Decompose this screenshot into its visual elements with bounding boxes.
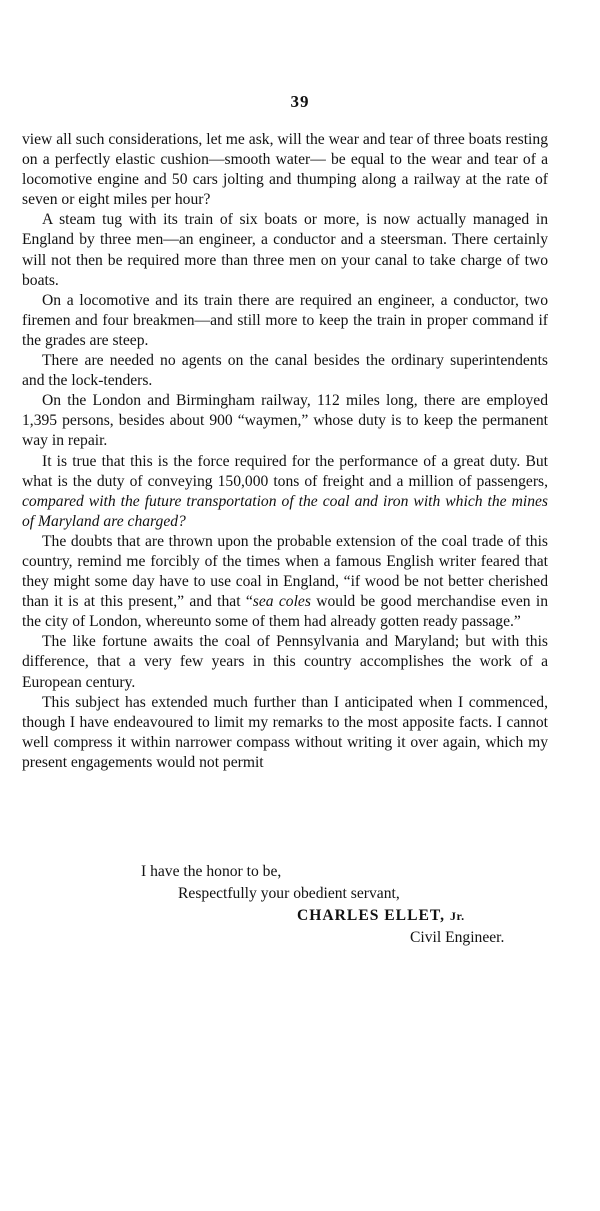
paragraph (22, 130, 548, 210)
italic-text: compared with the future transportation of the coal and iron with which the mines of Maryland are charged? (22, 492, 548, 530)
paragraph-text: A steam tug with its train of six boats or more, is now actually managed in England by three men—an engineer, a conductor and a steersman. There certainly will not then be required more than three men on your canal to take charge of two boats. (22, 211, 548, 289)
signatory-title: Civil Engineer. (410, 929, 505, 946)
paragraph-text: It is true that this is the force required for the performance of a great duty. But what is the duty of conveying 150,000 tons of freight and a million of passengers, (22, 452, 548, 490)
italic-text: sea coles (252, 593, 311, 611)
paragraph (22, 452, 548, 532)
paragraph (22, 693, 548, 773)
paragraph-text: On the London and Birmingham railway, 112 miles long, there are employed 1,395 persons, besides about 900 “waymen,” whose duty is to keep the permanent way in repair. (22, 392, 548, 450)
paragraph-text: would be good merchandise even in the city of London, whereunto some of them had already gotten ready passage.” (22, 593, 548, 631)
paragraph-text: This subject has extended much further than I anticipated when I commenced, though I have endeavoured to limit my remarks to the most apposite facts. I cannot well compress it within narrower compass without writing it over again, which my present engagements would not permit (22, 693, 548, 771)
signature-name: CHARLES ELLET, (297, 907, 446, 924)
page-number: 39 (290, 92, 310, 111)
paragraph (22, 532, 548, 632)
signature-suffix: Jr. (449, 909, 465, 923)
paragraph (22, 351, 548, 391)
paragraph (22, 291, 548, 351)
paragraph-text: There are needed no agents on the canal besides the ordinary superintendents and the lock-tenders. (22, 352, 548, 390)
paragraph-text: The like fortune awaits the coal of Pennsylvania and Maryland; but with this difference, that a very few years in this country accomplishes the work of a European century. (22, 633, 548, 691)
paragraph (22, 632, 548, 692)
paragraph-text: On a locomotive and its train there are required an engineer, a conductor, two firemen and four breakmen—and still more to keep the train in proper command if the grades are steep. (22, 291, 548, 349)
letter-body (22, 130, 548, 773)
valediction-line: Respectfully your obedient servant, (178, 885, 400, 902)
honor-line: I have the honor to be, (141, 863, 282, 880)
paragraph-text: The doubts that are thrown upon the probable extension of the coal trade of this country, remind me forcibly of the times when a famous English writer feared that they might some day have to use coal in England, “if wood be not better cherished than it is at this present,” and that “ (22, 532, 548, 611)
paragraph (22, 391, 548, 451)
paragraph (22, 210, 548, 290)
signature (297, 906, 465, 926)
paragraph-text: view all such considerations, let me ask, will the wear and tear of three boats resting on a perfectly elastic cushion—smooth water— be equal to the wear and tear of a locomotive engine and 50 cars jolting and thumping along a railway at the rate of seven or eight miles per hour? (22, 131, 548, 209)
